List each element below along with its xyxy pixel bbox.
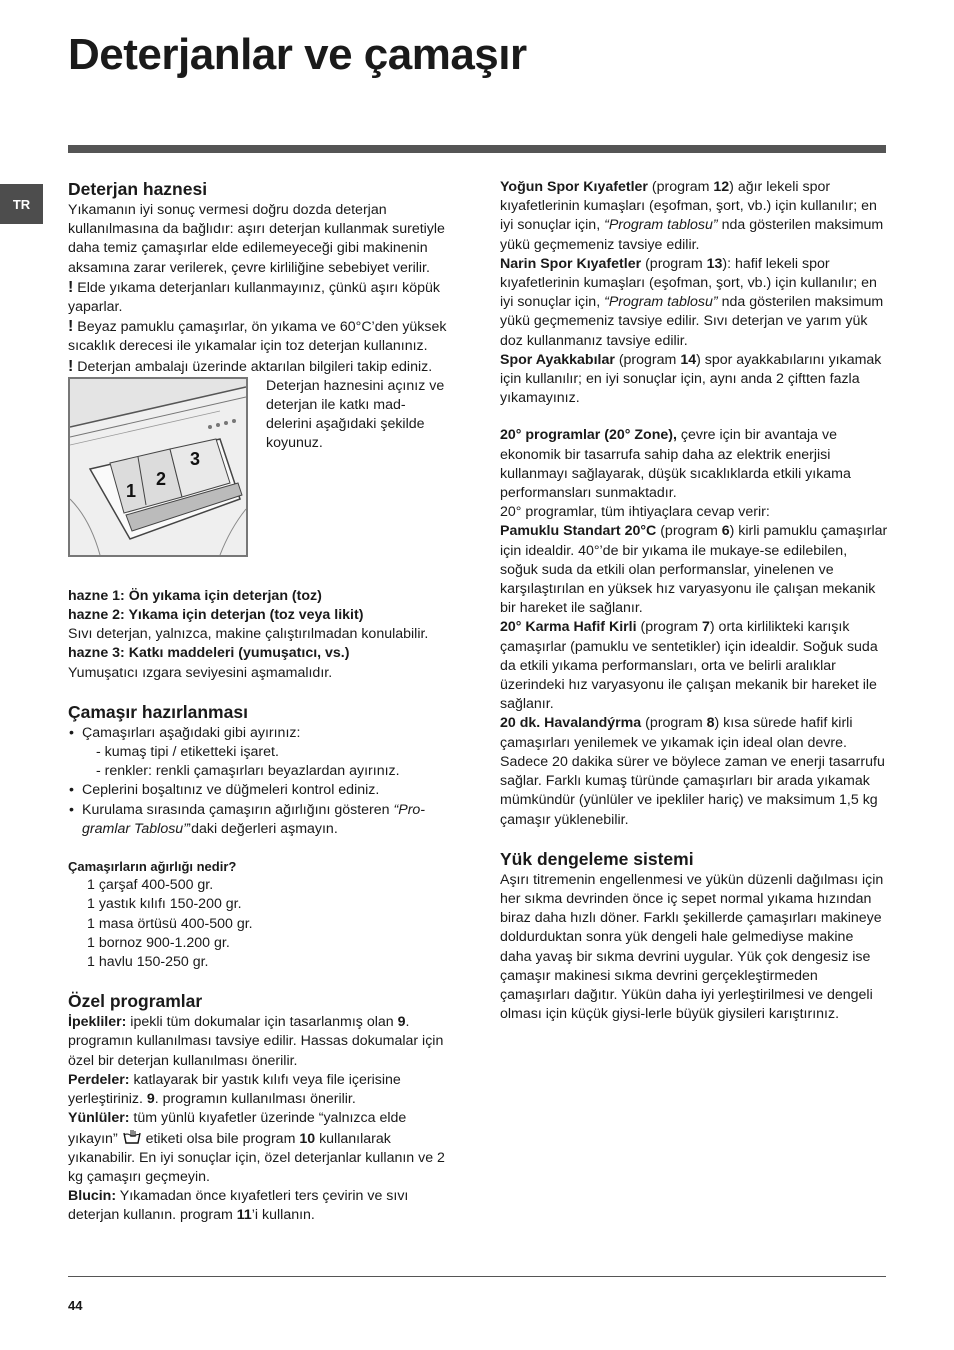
figure-caption: Deterjan haznesini açınız ve deterjan ile katkı mad-delerini aşağıdaki şekilde koyunuz.	[266, 377, 445, 452]
refresh-20-program: 20 dk. Havalandýrma (program 8) kısa sürede hafif kirli çamaşırları yenilemek ve yıkamak için ideal olan devre. Sadece 20 dakika sürer ve böylece zaman ve enerji tasarrufu sağlar. Farklı kumaş türünde çamaşırları bir arada yıkamak mümkündür (yünlüler ve ipekliler hariç) ve maksimum 1,5 kg çamaşır yüklenebilir.	[500, 715, 885, 828]
warning-icon: !	[68, 278, 74, 296]
zone-20-intro: 20° programlar, tüm ihtiyaçlara cevap verir:	[500, 504, 770, 521]
warning-2: ! Beyaz pamuklu çamaşırlar, ön yıkama ve 60°C’den yüksek sıcaklık derecesi ile yıkamalar için toz deterjan kullanınız.	[68, 318, 447, 355]
sport-intensive-program: Yoğun Spor Kıyafetler (program 12) ağır lekeli spor kıyafetlerinin kumaşları (eşofman, şort, vb.) için kullanılır; en iyi sonuçlar için, “Program tablosu” nda gösterilen maksimum yükü geçmemeniz tavsiye edilir.	[500, 179, 884, 253]
page-title: Deterjanlar ve çamaşır	[68, 30, 527, 79]
silk-program: İpekliler: ipekli tüm dokumalar için tasarlanmış olan 9. programın kullanılması tavsiye edilir. Hassas dokumalar için özel bir deterjan kullanılması önerilir.	[68, 1014, 444, 1069]
list-item: • Kurulama sırasında çamaşırın ağırlığını gösteren “Pro-gramlar Tablosu”’daki değerleri aşmayın.	[68, 801, 454, 839]
sport-shoes-program: Spor Ayakkabılar (program 14) spor ayakkabılarını yıkamak için kullanılır; en iyi sonuçlar için, aynı anda 2 çiftten fazla yıkamayınız.	[500, 351, 882, 407]
load-balance-text: Aşırı titremenin engellenmesi ve yükün düzenli dağılması için her sıkma devrinden önce iç sepet normal yıkama hızından biraz daha hızlı döner. Farklı şekillerde çamaşırları makineye doldurduktan sonra yük dengeli hale gelmediyse makine daha yavaş bir sıkma devrini uygular. Yük çok dengesiz ise çamaşır makinesi sıkma devrini gerçekleştirmeden çamaşırları dağıtır. Yükün daha iyi yerleştirilmesi ve dengeli olması için küçük giysi-lerle büyük giysileri karıştırınız.	[500, 871, 884, 1023]
jeans-program: Blucin: Yıkamadan önce kıyafetleri ters çevirin ve sıvı deterjan kullanın. program 11’i kullanın.	[68, 1188, 409, 1224]
compartment-label-3: 3	[190, 448, 201, 469]
compartment-2-note: Sıvı deterjan, yalnızca, makine çalıştırılmadan konulabilir.	[68, 626, 429, 643]
weight-item: 1 bornoz 900-1.200 gr.	[87, 934, 230, 951]
special-programs-heading: Özel programlar	[68, 991, 203, 1012]
compartment-label-1: 1	[126, 480, 137, 501]
weight-item: 1 çarşaf 400-500 gr.	[87, 877, 214, 894]
left-column	[68, 178, 454, 1226]
compartment-label-2: 2	[156, 468, 167, 489]
cotton-20-program: Pamuklu Standart 20°C (program 6) kirli pamuklu çamaşırlar için idealdir. 40°’de bir yıkama ile mukaye-se edilebilen, soğuk suda da etkili olan performanslar, yinelenen ve karşılaştırılan en yüksek hız varyasyonu ile çalışan mekanik bir hareket ile sağlanır.	[500, 523, 888, 617]
mixed-20-program: 20° Karma Hafif Kirli (program 7) orta kirlilikteki karışık çamaşırlar (pamuklu ve sentetikler) için idealdir. Soğuk suda da etkili yıkama performansları, orta ve belirli aralıklar üzerindeki hız varyasyonu ile çalışan mekanik bir hareket ile sağlanır.	[500, 619, 878, 713]
warning-1: ! Elde yıkama deterjanları kullanmayınız, çünkü aşırı köpük yaparlar.	[68, 278, 441, 316]
curtain-program: Perdeler: katlayarak bir yastık kılıfı veya file içerisine yerleştiriniz. 9. programın kullanılması önerilir.	[68, 1071, 401, 1108]
compartment-3: hazne 3: Katkı maddeleri (yumuşatıcı, vs.)	[68, 645, 350, 662]
sport-light-program: Narin Spor Kıyafetler (program 13): hafif lekeli spor kıyafetlerinin kumaşları (eşofman, şort, vb.) için kullanılır; en iyi sonuçlar için, “Program tablosu” nda gösterilen maksimum yükü geçmemeniz tavsiye edilir. Sıvı deterjan ve yarım yük doz kullanmanız tavsiye edilir.	[500, 255, 884, 349]
language-tab: TR	[0, 184, 43, 224]
list-item: • Çamaşırları aşağıdaki gibi ayırınız: - kumaş tipi / etiketteki işaret. - renkler: renkli çamaşırları beyazlardan ayırınız.	[68, 724, 454, 782]
page-number: 44	[68, 1298, 83, 1313]
warning-3: ! Deterjan ambalajı üzerinde aktarılan bilgileri takip ediniz.	[68, 357, 433, 375]
compartment-1: hazne 1: Ön yıkama için deterjan (toz)	[68, 587, 322, 604]
load-balance-heading: Yük dengeleme sistemi	[500, 848, 694, 869]
detergent-drawer-illustration	[70, 379, 246, 555]
detergent-intro: Yıkamanın iyi sonuç vermesi doğru dozda deterjan kullanılmasına da bağlıdır: aşırı deterjan kullanmak suretiyle daha temiz çamaşırlar elde edilemeyeceği gibi makinenin aksamına zarar verilerek, çevre kirliliğine sebebiyet verilir.	[68, 202, 445, 276]
warning-icon: !	[68, 357, 74, 375]
wool-program: Yünlüler: tüm yünlü kıyafetler üzerinde “yalnızca elde yıkayın” etiketi olsa bile program 10 kullanılarak yıkanabilir. En iyi sonuçlar için, özel deterjanlar kullanın ve 2 kg çamaşırı geçmeyin.	[68, 1110, 445, 1185]
list-item: • Ceplerini boşaltınız ve düğmeleri kontrol ediniz.	[68, 781, 454, 800]
detergent-heading: Deterjan haznesi	[68, 179, 208, 199]
weight-item: 1 masa örtüsü 400-500 gr.	[87, 915, 253, 932]
weight-heading: Çamaşırların ağırlığı nedir?	[68, 859, 237, 875]
dispenser-figure-row	[68, 377, 454, 557]
laundry-prep-heading: Çamaşır hazırlanması	[68, 701, 248, 722]
weight-item: 1 havlu 150-250 gr.	[87, 954, 209, 971]
weight-item: 1 yastık kılıfı 150-200 gr.	[87, 896, 242, 913]
detergent-drawer-figure	[68, 377, 248, 557]
hand-wash-icon	[122, 1129, 142, 1145]
compartment-3-note: Yumuşatıcı ızgara seviyesini aşmamalıdır.	[68, 664, 333, 681]
compartment-2: hazne 2: Yıkama için deterjan (toz veya likit)	[68, 607, 364, 624]
top-rule	[68, 145, 886, 153]
laundry-prep-list	[68, 724, 454, 839]
warning-icon: !	[68, 318, 74, 336]
zone-20-programs: 20° programlar (20° Zone), çevre için bir avantaja ve ekonomik bir tasarrufa sahip daha az elektrik enerjisi kullanmayı sağlayarak, düşük sıcaklıklarda etkili yıkama performansları sunmaktadır.	[500, 427, 851, 502]
right-column	[500, 178, 888, 1024]
bottom-rule	[68, 1276, 886, 1277]
